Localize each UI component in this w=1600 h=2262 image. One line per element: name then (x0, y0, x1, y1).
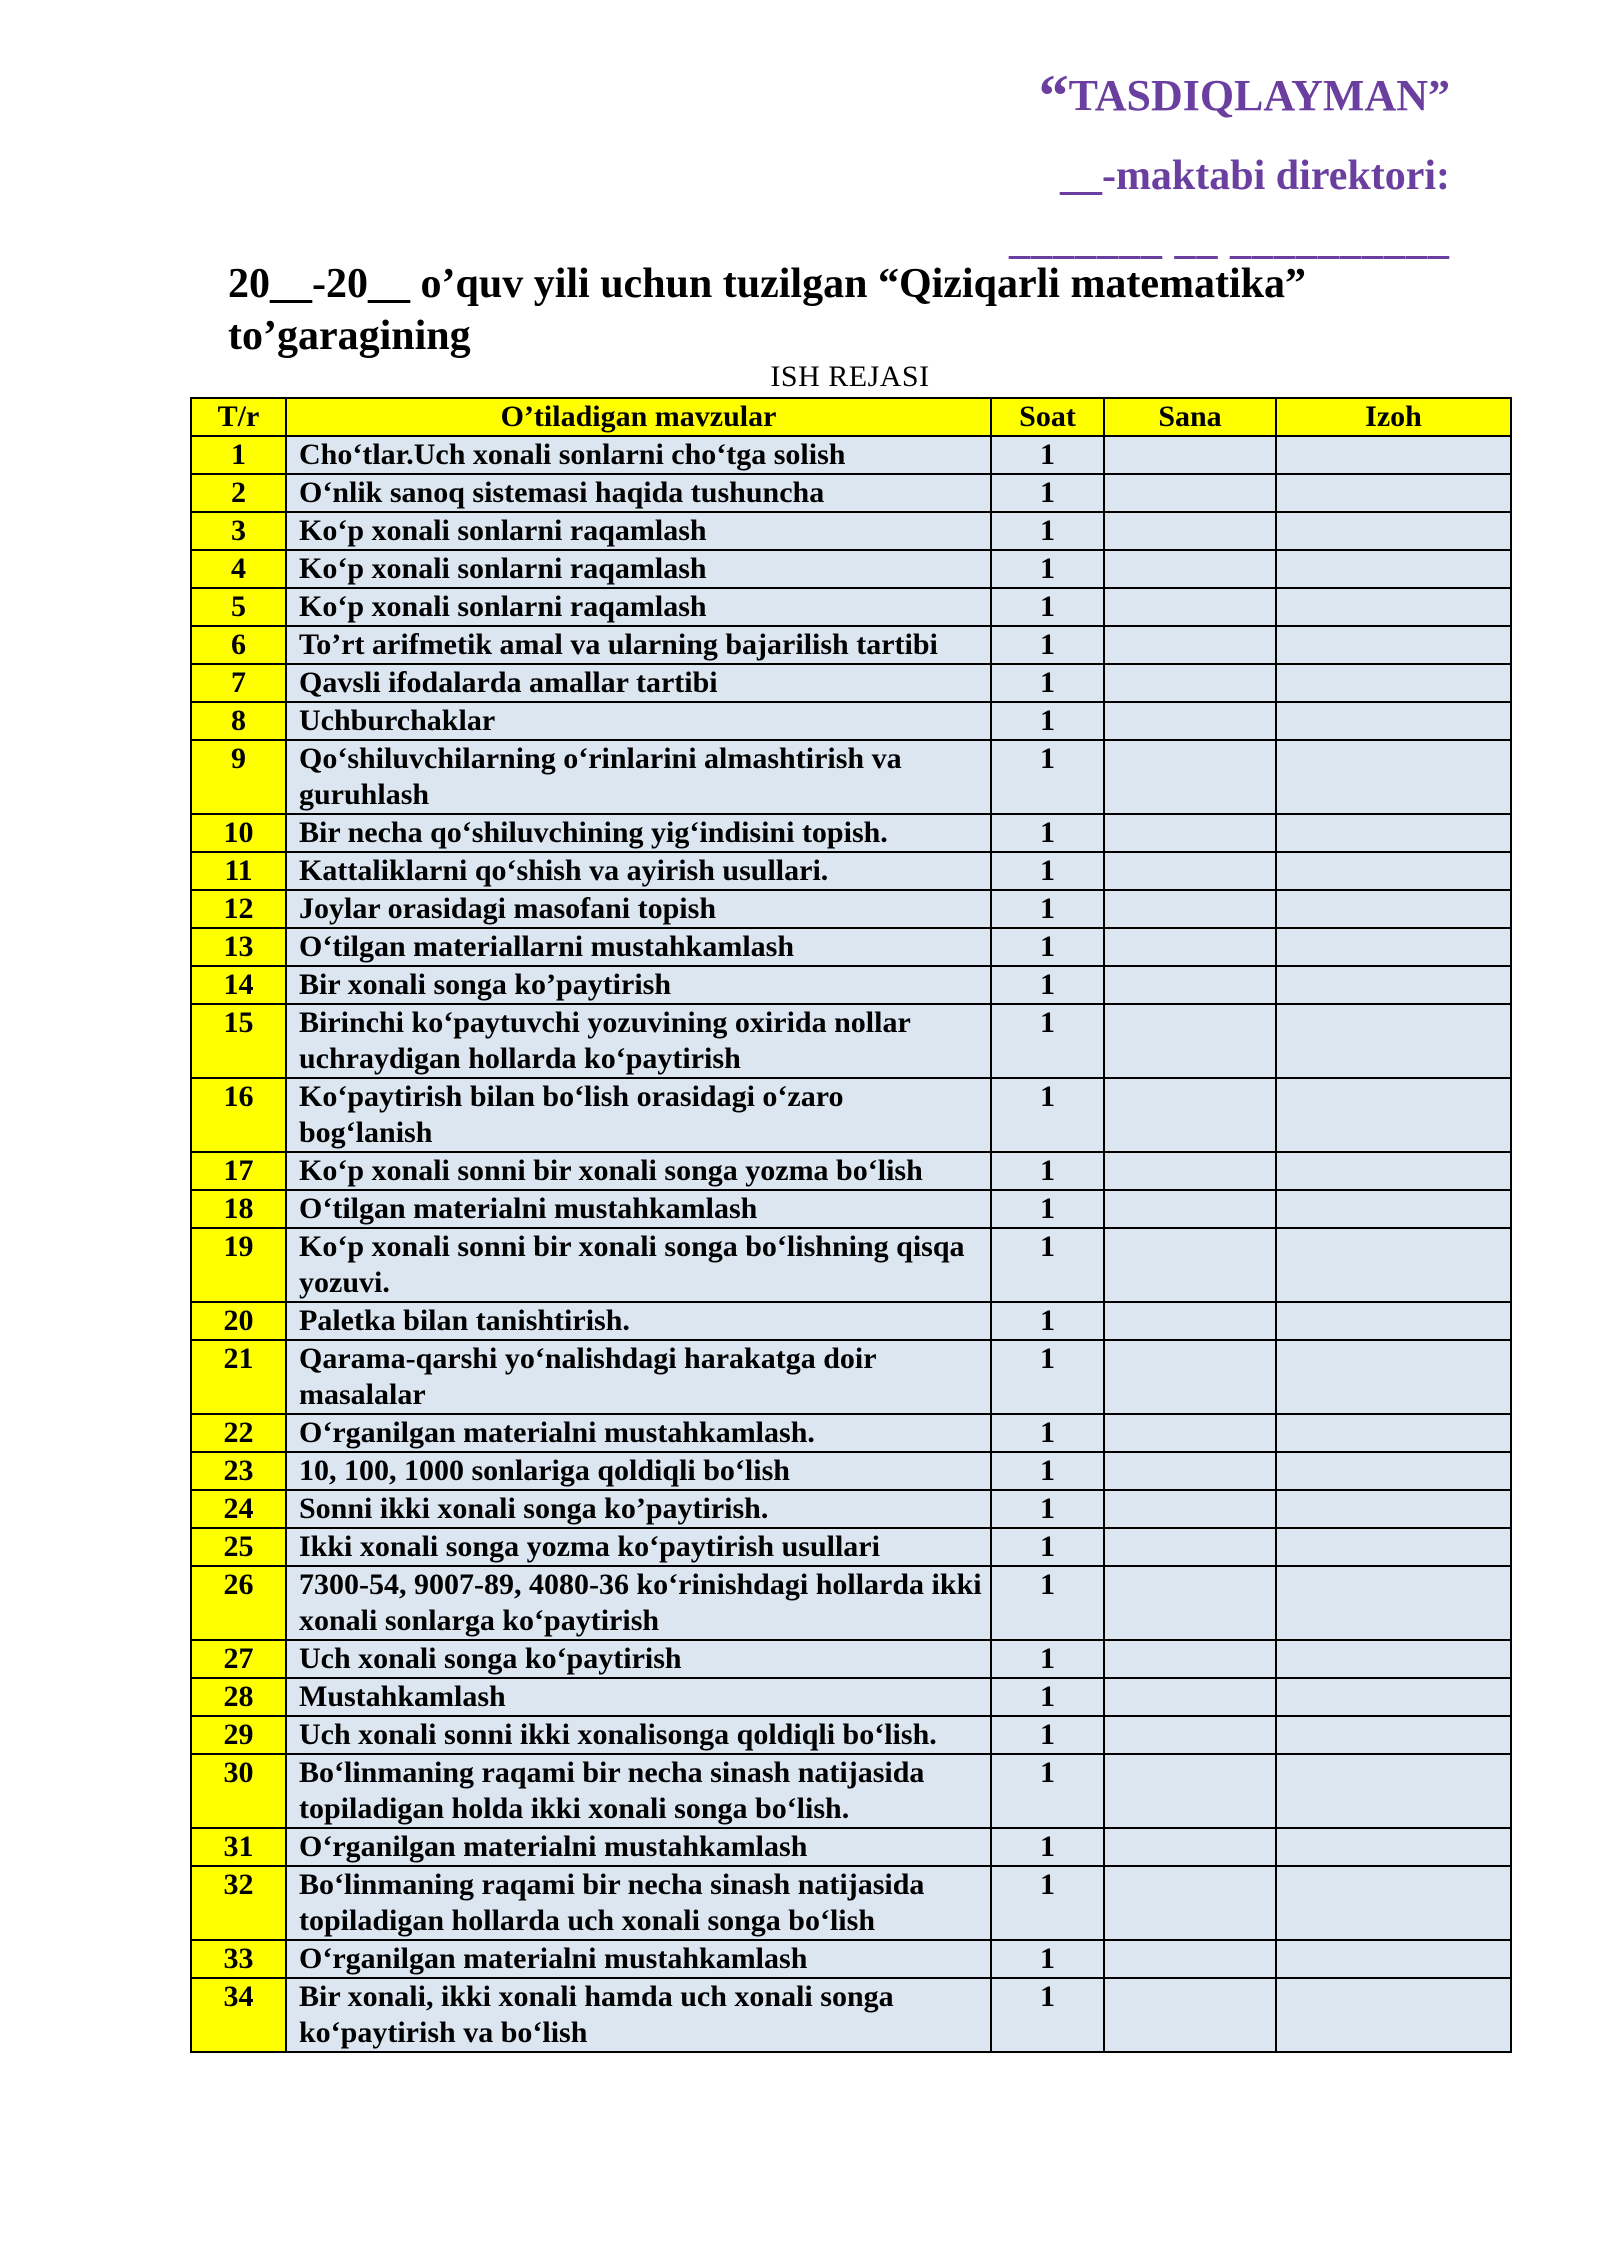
row-note (1276, 1152, 1511, 1190)
row-note (1276, 1978, 1511, 2052)
row-note (1276, 1940, 1511, 1978)
table-row (191, 1640, 1511, 1678)
row-number: 19 (191, 1228, 286, 1302)
row-hours: 1 (991, 1866, 1104, 1940)
header-topic: O’tiladigan mavzular (286, 398, 991, 436)
table-body (191, 436, 1511, 2052)
row-number: 10 (191, 814, 286, 852)
row-note (1276, 474, 1511, 512)
row-note (1276, 966, 1511, 1004)
table-row (191, 1414, 1511, 1452)
row-number: 24 (191, 1490, 286, 1528)
row-hours: 1 (991, 1190, 1104, 1228)
row-topic: Qarama-qarshi yo‘nalishdagi harakatga doir masalalar (286, 1340, 991, 1414)
row-hours: 1 (991, 1490, 1104, 1528)
row-topic: O‘tilgan materialni mustahkamlash (286, 1190, 991, 1228)
row-note (1276, 1754, 1511, 1828)
row-note (1276, 928, 1511, 966)
row-hours: 1 (991, 1340, 1104, 1414)
row-date (1104, 928, 1276, 966)
table-row (191, 512, 1511, 550)
row-hours: 1 (991, 740, 1104, 814)
row-note (1276, 588, 1511, 626)
row-topic: Bir necha qo‘shiluvchining yig‘indisini topish. (286, 814, 991, 852)
row-number: 27 (191, 1640, 286, 1678)
table-row (191, 1004, 1511, 1078)
row-topic: Bo‘linmaning raqami bir necha sinash natijasida topiladigan holda ikki xonali songa bo‘lish. (286, 1754, 991, 1828)
row-note (1276, 1640, 1511, 1678)
row-note (1276, 814, 1511, 852)
table-row (191, 588, 1511, 626)
table-row (191, 1716, 1511, 1754)
row-date (1104, 1678, 1276, 1716)
row-hours: 1 (991, 588, 1104, 626)
row-topic: Ikki xonali songa yozma ko‘paytirish usullari (286, 1528, 991, 1566)
row-hours: 1 (991, 1152, 1104, 1190)
row-number: 3 (191, 512, 286, 550)
row-note (1276, 1414, 1511, 1452)
row-note (1276, 512, 1511, 550)
row-number: 15 (191, 1004, 286, 1078)
row-hours: 1 (991, 1228, 1104, 1302)
row-topic: Mustahkamlash (286, 1678, 991, 1716)
row-topic: Uch xonali sonni ikki xonalisonga qoldiqli bo‘lish. (286, 1716, 991, 1754)
row-date (1104, 1078, 1276, 1152)
row-topic: Ko‘p xonali sonlarni raqamlash (286, 512, 991, 550)
row-date (1104, 436, 1276, 474)
row-date (1104, 1566, 1276, 1640)
row-date (1104, 1866, 1276, 1940)
row-note (1276, 852, 1511, 890)
table-row (191, 1866, 1511, 1940)
row-hours: 1 (991, 814, 1104, 852)
table-row (191, 1828, 1511, 1866)
row-hours: 1 (991, 512, 1104, 550)
row-number: 7 (191, 664, 286, 702)
row-date (1104, 814, 1276, 852)
row-hours: 1 (991, 1640, 1104, 1678)
row-note (1276, 1190, 1511, 1228)
table-row (191, 550, 1511, 588)
row-number: 28 (191, 1678, 286, 1716)
row-hours: 1 (991, 436, 1104, 474)
approval-open-quote: “ (1038, 63, 1069, 129)
row-hours: 1 (991, 890, 1104, 928)
table-row (191, 1528, 1511, 1566)
row-date (1104, 1754, 1276, 1828)
row-topic: Qo‘shiluvchilarning o‘rinlarini almashtirish va guruhlash (286, 740, 991, 814)
row-topic: Ko‘paytirish bilan bo‘lish orasidagi o‘zaro bog‘lanish (286, 1078, 991, 1152)
row-date (1104, 1152, 1276, 1190)
row-date (1104, 664, 1276, 702)
row-topic: Uch xonali songa ko‘paytirish (286, 1640, 991, 1678)
table-header-row (191, 398, 1511, 436)
row-date (1104, 1528, 1276, 1566)
row-number: 17 (191, 1152, 286, 1190)
row-note (1276, 702, 1511, 740)
row-topic: Kattaliklarni qo‘shish va ayirish usullari. (286, 852, 991, 890)
row-date (1104, 1340, 1276, 1414)
row-note (1276, 1340, 1511, 1414)
row-date (1104, 1452, 1276, 1490)
row-number: 23 (191, 1452, 286, 1490)
row-hours: 1 (991, 852, 1104, 890)
row-hours: 1 (991, 474, 1104, 512)
row-note (1276, 1716, 1511, 1754)
table-row (191, 1340, 1511, 1414)
row-topic: O‘rganilgan materialni mustahkamlash (286, 1828, 991, 1866)
row-date (1104, 966, 1276, 1004)
row-date (1104, 1490, 1276, 1528)
row-hours: 1 (991, 626, 1104, 664)
row-date (1104, 588, 1276, 626)
row-topic: O‘tilgan materiallarni mustahkamlash (286, 928, 991, 966)
row-note (1276, 1528, 1511, 1566)
row-note (1276, 1004, 1511, 1078)
row-note (1276, 1678, 1511, 1716)
row-number: 8 (191, 702, 286, 740)
header-hours: Soat (991, 398, 1104, 436)
table-row (191, 1452, 1511, 1490)
row-date (1104, 1828, 1276, 1866)
row-number: 13 (191, 928, 286, 966)
row-note (1276, 664, 1511, 702)
row-number: 18 (191, 1190, 286, 1228)
table-row (191, 1940, 1511, 1978)
row-hours: 1 (991, 1566, 1104, 1640)
row-note (1276, 436, 1511, 474)
row-topic: Qavsli ifodalarda amallar tartibi (286, 664, 991, 702)
row-number: 16 (191, 1078, 286, 1152)
header-number: T/r (191, 398, 286, 436)
row-number: 4 (191, 550, 286, 588)
row-note (1276, 1490, 1511, 1528)
row-number: 14 (191, 966, 286, 1004)
row-date (1104, 1302, 1276, 1340)
approval-role: __-maktabi direktori: (1059, 153, 1450, 199)
row-date (1104, 1978, 1276, 2052)
row-note (1276, 1566, 1511, 1640)
row-hours: 1 (991, 928, 1104, 966)
table-row (191, 1978, 1511, 2052)
row-note (1276, 626, 1511, 664)
table-row (191, 1490, 1511, 1528)
row-topic: O‘rganilgan materialni mustahkamlash. (286, 1414, 991, 1452)
row-hours: 1 (991, 1678, 1104, 1716)
table-row (191, 740, 1511, 814)
approval-title-text: TASDIQLAYMAN” (1068, 71, 1450, 120)
row-topic: Cho‘tlar.Uch xonali sonlarni cho‘tga solish (286, 436, 991, 474)
row-number: 30 (191, 1754, 286, 1828)
table-row (191, 702, 1511, 740)
row-date (1104, 1004, 1276, 1078)
row-date (1104, 1640, 1276, 1678)
row-date (1104, 852, 1276, 890)
table-row (191, 814, 1511, 852)
row-topic: Paletka bilan tanishtirish. (286, 1302, 991, 1340)
row-hours: 1 (991, 1452, 1104, 1490)
work-plan-table (190, 397, 1512, 2053)
table-row (191, 1566, 1511, 1640)
row-hours: 1 (991, 1978, 1104, 2052)
row-note (1276, 1828, 1511, 1866)
row-number: 5 (191, 588, 286, 626)
row-note (1276, 550, 1511, 588)
row-number: 12 (191, 890, 286, 928)
row-note (1276, 890, 1511, 928)
row-note (1276, 1866, 1511, 1940)
row-date (1104, 1940, 1276, 1978)
row-topic: Ko‘p xonali sonlarni raqamlash (286, 550, 991, 588)
table-row (191, 852, 1511, 890)
row-hours: 1 (991, 1004, 1104, 1078)
row-topic: Bir xonali, ikki xonali hamda uch xonali songa ko‘paytirish va bo‘lish (286, 1978, 991, 2052)
row-topic: Uchburchaklar (286, 702, 991, 740)
row-number: 11 (191, 852, 286, 890)
table-row (191, 890, 1511, 928)
signature-line: _______ __ __________ (1009, 217, 1450, 263)
table-row (191, 1678, 1511, 1716)
row-number: 26 (191, 1566, 286, 1640)
row-note (1276, 740, 1511, 814)
document-title: 20__-20__ o’quv yili uchun tuzilgan “Qiziqarli matematika” to’garagining (228, 261, 1307, 359)
document-subtitle: ISH REJASI (770, 360, 930, 393)
row-number: 25 (191, 1528, 286, 1566)
row-number: 9 (191, 740, 286, 814)
table-row (191, 1152, 1511, 1190)
table-row (191, 966, 1511, 1004)
row-note (1276, 1078, 1511, 1152)
row-hours: 1 (991, 550, 1104, 588)
table-row (191, 474, 1511, 512)
row-number: 20 (191, 1302, 286, 1340)
approval-title (1039, 62, 1450, 131)
row-date (1104, 1228, 1276, 1302)
row-note (1276, 1452, 1511, 1490)
row-note (1276, 1228, 1511, 1302)
table-row (191, 1754, 1511, 1828)
row-number: 2 (191, 474, 286, 512)
table-row (191, 1190, 1511, 1228)
row-date (1104, 1414, 1276, 1452)
row-topic: Ko‘p xonali sonni bir xonali songa bo‘lishning qisqa yozuvi. (286, 1228, 991, 1302)
row-topic: 10, 100, 1000 sonlariga qoldiqli bo‘lish (286, 1452, 991, 1490)
row-topic: Bir xonali songa ko’paytirish (286, 966, 991, 1004)
row-topic: Sonni ikki xonali songa ko’paytirish. (286, 1490, 991, 1528)
row-topic: O‘nlik sanoq sistemasi haqida tushuncha (286, 474, 991, 512)
row-hours: 1 (991, 966, 1104, 1004)
row-hours: 1 (991, 1528, 1104, 1566)
row-topic: Bo‘linmaning raqami bir necha sinash natijasida topiladigan hollarda uch xonali songa bo‘lish (286, 1866, 991, 1940)
row-date (1104, 474, 1276, 512)
row-date (1104, 890, 1276, 928)
row-hours: 1 (991, 702, 1104, 740)
row-hours: 1 (991, 1078, 1104, 1152)
row-hours: 1 (991, 1754, 1104, 1828)
header-note: Izoh (1276, 398, 1511, 436)
row-topic: 7300-54, 9007-89, 4080-36 ko‘rinishdagi hollarda ikki xonali sonlarga ko‘paytirish (286, 1566, 991, 1640)
table-row (191, 626, 1511, 664)
table-row (191, 928, 1511, 966)
header-date: Sana (1104, 398, 1276, 436)
row-date (1104, 550, 1276, 588)
row-number: 1 (191, 436, 286, 474)
row-hours: 1 (991, 1716, 1104, 1754)
row-number: 21 (191, 1340, 286, 1414)
row-topic: To’rt arifmetik amal va ularning bajarilish tartibi (286, 626, 991, 664)
row-date (1104, 1190, 1276, 1228)
table-row (191, 664, 1511, 702)
row-number: 6 (191, 626, 286, 664)
row-date (1104, 702, 1276, 740)
row-hours: 1 (991, 1828, 1104, 1866)
row-topic: Ko‘p xonali sonni bir xonali songa yozma bo‘lish (286, 1152, 991, 1190)
row-number: 22 (191, 1414, 286, 1452)
row-topic: Joylar orasidagi masofani topish (286, 890, 991, 928)
row-number: 31 (191, 1828, 286, 1866)
row-date (1104, 740, 1276, 814)
row-number: 29 (191, 1716, 286, 1754)
row-hours: 1 (991, 1940, 1104, 1978)
row-hours: 1 (991, 1302, 1104, 1340)
row-number: 32 (191, 1866, 286, 1940)
table-row (191, 1228, 1511, 1302)
table-row (191, 1302, 1511, 1340)
row-date (1104, 626, 1276, 664)
row-date (1104, 512, 1276, 550)
row-topic: Birinchi ko‘paytuvchi yozuvining oxirida nollar uchraydigan hollarda ko‘paytirish (286, 1004, 991, 1078)
row-hours: 1 (991, 1414, 1104, 1452)
row-hours: 1 (991, 664, 1104, 702)
table-row (191, 436, 1511, 474)
row-date (1104, 1716, 1276, 1754)
row-note (1276, 1302, 1511, 1340)
row-number: 34 (191, 1978, 286, 2052)
row-number: 33 (191, 1940, 286, 1978)
table-row (191, 1078, 1511, 1152)
row-topic: Ko‘p xonali sonlarni raqamlash (286, 588, 991, 626)
row-topic: O‘rganilgan materialni mustahkamlash (286, 1940, 991, 1978)
